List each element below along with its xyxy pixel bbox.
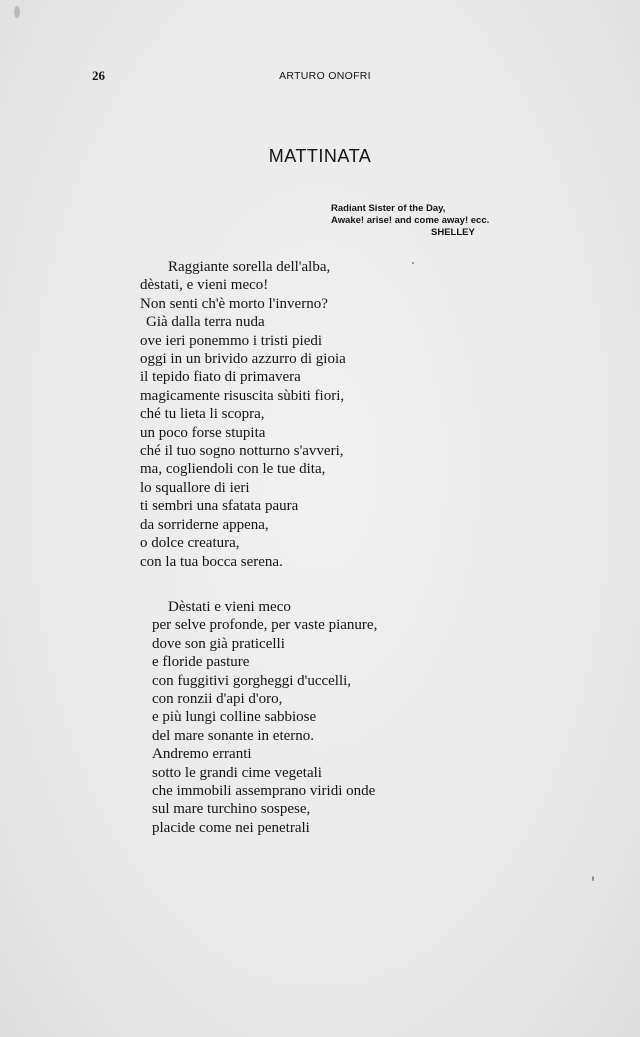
verse-line: il tepido fiato di primavera: [140, 369, 301, 386]
verse-line: o dolce creatura,: [140, 535, 240, 552]
page-number: 26: [92, 68, 105, 83]
verse-line: Raggiante sorella dell'alba,: [168, 259, 331, 275]
verse-line: e più lungi colline sabbiose: [152, 709, 317, 726]
verse-line: un poco forse stupita: [140, 424, 266, 441]
paper-speck: [14, 6, 20, 18]
verse-line: ché tu lieta li scopra,: [140, 406, 265, 423]
verse-line: per selve profonde, per vaste pianure,: [152, 617, 378, 634]
verse-line: Già dalla terra nuda: [146, 314, 265, 331]
verse-line: ti sembri una sfatata paura: [140, 498, 299, 515]
verse-line: ma, cogliendoli con le tue dita,: [140, 461, 326, 478]
verse-line: Andremo erranti: [152, 746, 252, 763]
verse-line: del mare sonante in eterno.: [152, 727, 315, 744]
stanza-2: [152, 598, 377, 837]
verse-line: con la tua bocca serena.: [140, 553, 283, 570]
stanza-1: [140, 258, 346, 571]
poem-title: MATTINATA: [268, 146, 372, 166]
verse-line: Non senti ch'è morto l'inverno?: [140, 295, 328, 312]
verse-line: placide come nei penetrali: [152, 819, 310, 836]
verse-line: sul mare turchino sospese,: [152, 801, 311, 818]
verse-line: che immobili assemprano viridi onde: [152, 783, 376, 800]
verse-line: ove ieri ponemmo i tristi piedi: [140, 332, 323, 349]
verse-line: dèstati, e vieni meco!: [140, 277, 269, 294]
verse-line: Dèstati e vieni meco: [168, 599, 291, 615]
verse-line: con fuggitivi gorgheggi d'uccelli,: [152, 672, 352, 689]
verse-line: lo squallore di ieri: [140, 479, 250, 496]
epigraph: [331, 203, 489, 227]
verse-line: con ronzii d'api d'oro,: [152, 691, 283, 708]
verse-line: ché il tuo sogno notturno s'avveri,: [140, 443, 344, 460]
verse-line: oggi in un brivido azzurro di gioia: [140, 351, 346, 368]
verse-line: dove son già praticelli: [152, 635, 285, 652]
paper-speck: [412, 262, 414, 264]
epigraph-line: Awake! arise! and come away! ecc.: [331, 215, 490, 226]
verse-line: da sorriderne appena,: [140, 516, 269, 533]
paper-speck: [592, 876, 594, 881]
epigraph-line: Radiant Sister of the Day,: [331, 203, 446, 214]
verse-line: e floride pasture: [152, 654, 250, 671]
verse-line: magicamente risuscita sùbiti fiori,: [140, 387, 345, 404]
running-head: ARTURO ONOFRI: [279, 70, 371, 82]
epigraph-author: SHELLEY: [431, 227, 475, 238]
verse-line: sotto le grandi cime vegetali: [152, 764, 322, 781]
